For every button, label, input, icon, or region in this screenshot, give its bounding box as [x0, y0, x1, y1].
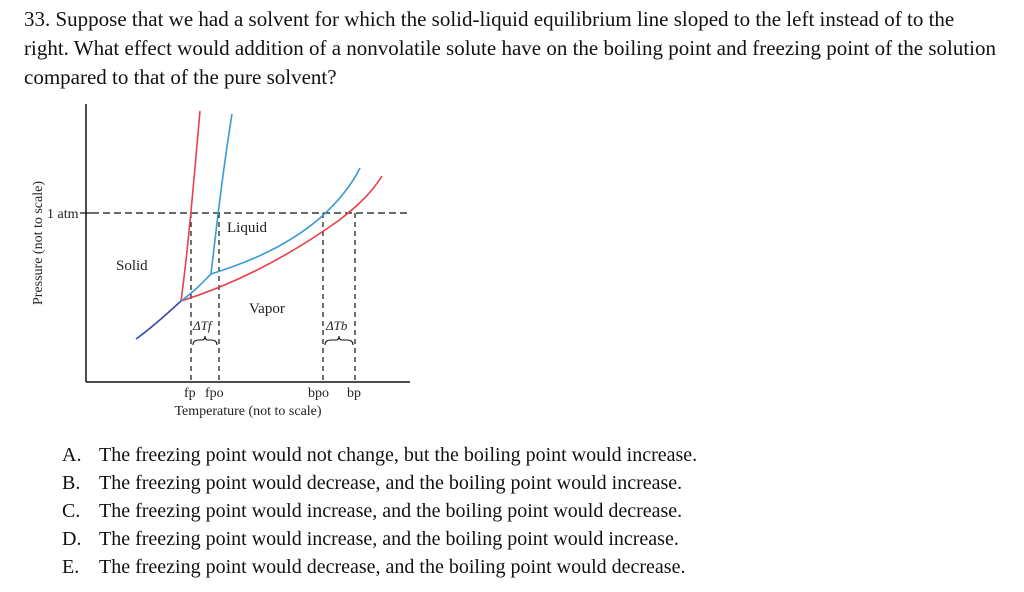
answer-option-e[interactable] [62, 553, 697, 581]
answer-choices [62, 441, 697, 581]
delta-tf-bracket [193, 336, 217, 345]
answer-letter: E. [62, 556, 80, 578]
one-atm-label: 1 atm [47, 207, 79, 222]
delta-tb-bracket [325, 336, 353, 345]
answer-letter: A. [62, 444, 82, 466]
answer-letter: B. [62, 472, 81, 494]
tick-fpo-label: fpo [205, 386, 224, 401]
answer-text: The freezing point would decrease, and the boiling point would increase. [99, 472, 683, 494]
answer-option-b[interactable] [62, 469, 697, 497]
answer-text: The freezing point would increase, and the boiling point would decrease. [99, 500, 683, 522]
answer-option-d[interactable] [62, 525, 697, 553]
solution-fusion-curve [181, 111, 200, 301]
answer-text: The freezing point would increase, and the boiling point would increase. [99, 528, 679, 550]
answer-text: The freezing point would decrease, and the boiling point would decrease. [99, 556, 686, 578]
answer-text: The freezing point would not change, but the boiling point would increase. [99, 444, 698, 466]
question-text: 33. Suppose that we had a solvent for which the solid-liquid equilibrium line sloped to the left instead of to the right. What effect would addition of a nonvolatile solute have on the boiling point and freezing point of the solution compared to that of the pure solvent? [24, 7, 997, 89]
tick-bpo-label: bpo [308, 386, 329, 401]
answer-letter: D. [62, 528, 82, 550]
answer-letter: C. [62, 500, 81, 522]
tick-bp-label: bp [347, 386, 361, 401]
region-vapor-label: Vapor [249, 301, 285, 317]
solvent-fusion-curve [181, 114, 232, 301]
delta-tb-label: ΔTb [326, 318, 348, 333]
sublimation-curve [136, 301, 181, 339]
answer-option-c[interactable] [62, 497, 697, 525]
y-axis-label: Pressure (not to scale) [31, 180, 46, 306]
region-solid-label: Solid [116, 258, 148, 274]
x-axis-label: Temperature (not to scale) [174, 404, 322, 419]
delta-tf-label: ΔTf [193, 318, 212, 333]
tick-fp-label: fp [184, 386, 196, 401]
region-liquid-label: Liquid [227, 220, 267, 236]
answer-option-a[interactable] [62, 441, 697, 469]
solution-vaporization-curve [181, 176, 382, 301]
